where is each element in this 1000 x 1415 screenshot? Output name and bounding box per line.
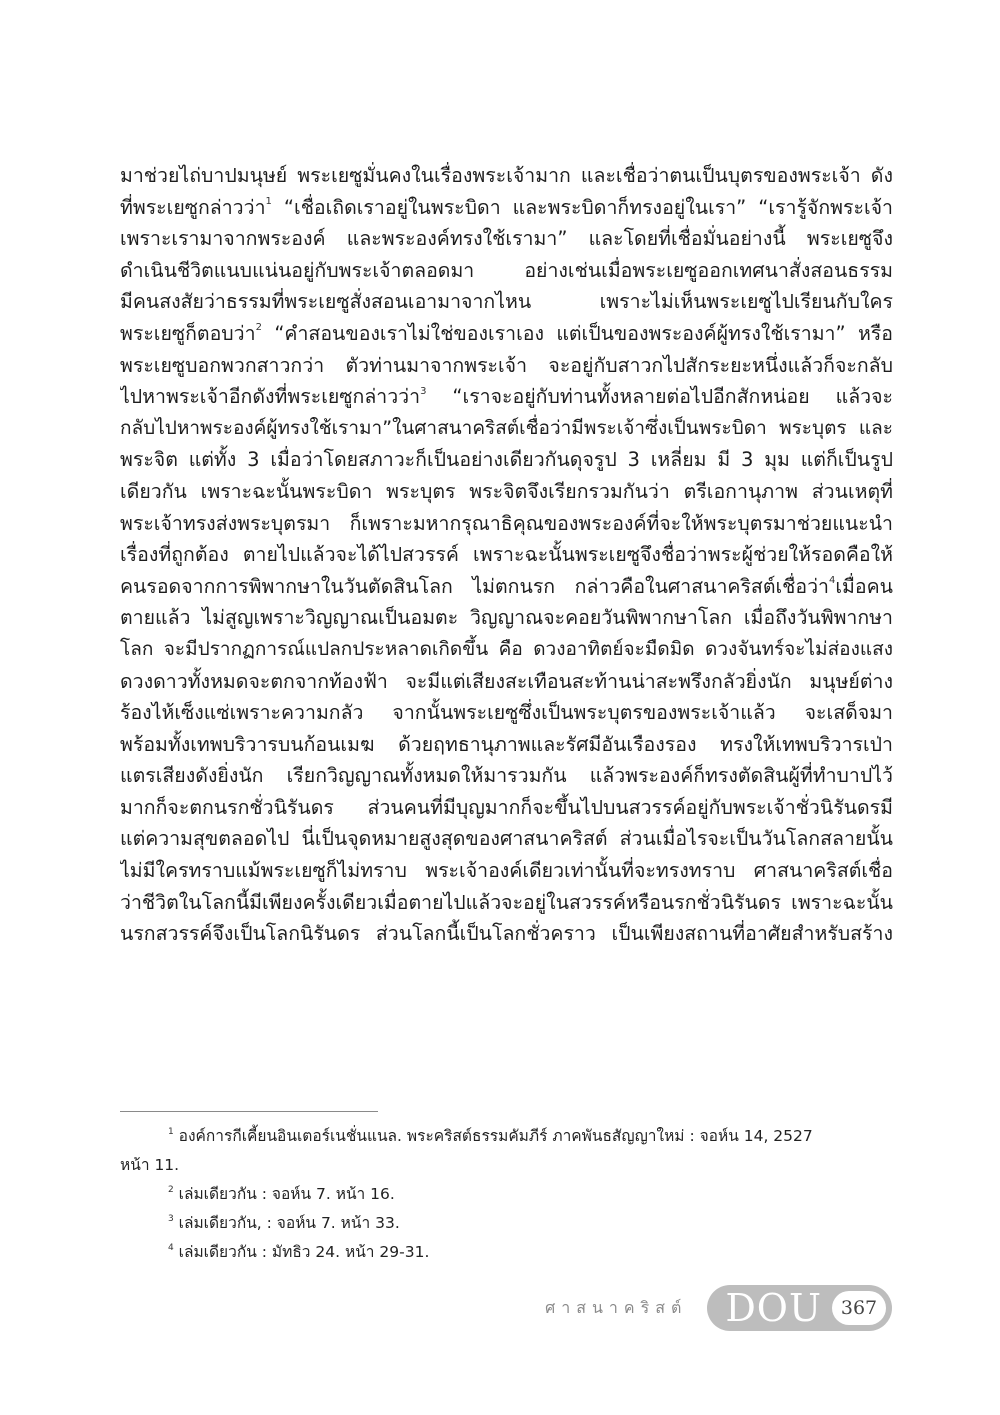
body-line bbox=[120, 318, 893, 350]
footnote-number: 3 bbox=[168, 1213, 174, 1224]
footnote bbox=[120, 1151, 893, 1180]
footnote-ref: 3 bbox=[420, 385, 427, 397]
footnote bbox=[120, 1209, 893, 1238]
body-line: เพราะเรามาจากพระองค์ และพระองค์ทรงใช้เรามา” และโดยที่เชื่อมั่นอย่างนี้ พระเยซูจึง bbox=[120, 227, 893, 251]
footnote-number: 1 bbox=[168, 1126, 174, 1137]
body-line: ดำเนินชีวิตแนบแน่นอยู่กับพระเจ้าตลอดมา อย่างเช่นเมื่อพระเยซูออกเทศนาสั่งสอนธรรม bbox=[120, 258, 893, 282]
footnote-number: 2 bbox=[168, 1184, 174, 1195]
footnote bbox=[120, 1238, 893, 1267]
body-line: เดียวกัน เพราะฉะนั้นพระบิดา พระบุตร พระจิตจึงเรียกรวมกันว่า ตรีเอกานุภาพ ส่วนเหตุที่ bbox=[120, 479, 893, 503]
body-line: มากก็จะตกนรกชั่วนิรันดร ส่วนคนที่มีบุญมากก็จะขึ้นไปบนสวรรค์อยู่กับพระเจ้าชั่วนิรันดรมี bbox=[120, 795, 893, 819]
footnote-ref: 2 bbox=[255, 322, 262, 334]
body-line: ดวงดาวทั้งหมดจะตกจากท้องฟ้า จะมีแต่เสียงสะเทือนสะท้านน่าสะพรึงกลัวยิ่งนัก มนุษย์ต่าง bbox=[120, 669, 893, 693]
footnote-ref: 4 bbox=[829, 575, 836, 587]
body-line-text: ที่พระเยซูกล่าวว่า bbox=[120, 195, 266, 219]
dou-logo: DOU bbox=[725, 1286, 822, 1330]
body-line: มาช่วยไถ่บาปมนุษย์ พระเยซูมั่นคงในเรื่องพระเจ้ามาก และเชื่อว่าตนเป็นบุตรของพระเจ้า ดัง bbox=[120, 164, 893, 187]
body-line: พระจิต แต่ทั้ง 3 เมื่อว่าโดยสภาวะก็เป็นอย่างเดียวกันดุจรูป 3 เหลี่ยม มี 3 มุม แต่ก็เป็นรูป bbox=[120, 448, 893, 472]
body-line bbox=[120, 571, 893, 603]
body-line: ไม่มีใครทราบแม้พระเยซูก็ไม่ทราบ พระเจ้าองค์เดียวเท่านั้นที่จะทรงทราบ ศาสนาคริสต์เชื่อ bbox=[120, 859, 893, 883]
footnote-text: องค์การกีเคี้ยนอินเตอร์เนชั่นแนล. พระคริสต์ธรรมคัมภีร์ ภาคพันธสัญญาใหม่ : จอห์น 14, 2527 bbox=[173, 1127, 813, 1145]
footnote-text: เล่มเดียวกัน : มัทธิว 24. หน้า 29-31. bbox=[173, 1243, 430, 1261]
body-line: พร้อมทั้งเทพบริวารบนก้อนเมฆ ด้วยฤทธานุภาพและรัศมีอันเรืองรอง ทรงให้เทพบริวารเป่า bbox=[120, 732, 893, 756]
body-line-text: พระเยซูก็ตอบว่า bbox=[120, 321, 256, 345]
body-line-text: คนรอดจากการพิพากษาในวันตัดสินโลก ไม่ตกนรก กล่าวคือในศาสนาคริสต์เชื่อว่า bbox=[120, 574, 830, 598]
footnote-text: เล่มเดียวกัน, : จอห์น 7. หน้า 33. bbox=[173, 1214, 400, 1232]
footnotes bbox=[120, 1122, 893, 1267]
body-line: แต่ความสุขตลอดไป นี่เป็นจุดหมายสูงสุดของศาสนาคริสต์ ส่วนเมื่อไรจะเป็นวันโลกสลายนั้น bbox=[120, 827, 893, 851]
body-line: แตรเสียงดังยิ่งนัก เรียกวิญญาณทั้งหมดให้มารวมกัน แล้วพระองค์ก็ทรงตัดสินผู้ที่ทำบาปไว้ bbox=[120, 764, 893, 788]
body-line bbox=[120, 381, 893, 413]
body-line: พระเจ้าทรงส่งพระบุตรมา ก็เพราะมหากรุณาธิคุณของพระองค์ที่จะให้พระบุตรมาช่วยแนะนำ bbox=[120, 511, 893, 535]
body-line-text: “เราจะอยู่กับท่านทั้งหลายต่อไปอีกสักหน่อย แล้วจะ bbox=[426, 385, 893, 409]
body-line-text: ไปหาพระเจ้าอีกดังที่พระเยซูกล่าวว่า bbox=[120, 385, 421, 409]
footnote bbox=[120, 1180, 893, 1209]
running-title: ศาสนาคริสต์ bbox=[545, 1297, 688, 1317]
body-line: กลับไปหาพระองค์ผู้ทรงใช้เรามา”ในศาสนาคริสต์เชื่อว่ามีพระเจ้าซึ่งเป็นพระบิดา พระบุตร และ bbox=[120, 416, 893, 439]
page-footer bbox=[545, 1284, 892, 1332]
body-line-text: “คำสอนของเราไม่ใช่ของเราเอง แต่เป็นของพระองค์ผู้ทรงใช้เรามา” หรือ bbox=[261, 321, 893, 345]
footnote-divider bbox=[120, 1111, 378, 1112]
body-line: มีคนสงสัยว่าธรรมที่พระเยซูสั่งสอนเอามาจากไหน เพราะไม่เห็นพระเยซูไปเรียนกับใคร bbox=[120, 290, 893, 314]
footnote-ref: 1 bbox=[265, 196, 272, 208]
footnote-text: เล่มเดียวกัน : จอห์น 7. หน้า 16. bbox=[173, 1185, 395, 1203]
footnote bbox=[120, 1122, 893, 1151]
footnote-number: 4 bbox=[168, 1242, 174, 1253]
page-number: 367 bbox=[832, 1291, 886, 1325]
body-line: โลก จะมีปรากฏการณ์แปลกประหลาดเกิดขึ้น คือ ดวงอาทิตย์จะมืดมิด ดวงจันทร์จะไม่ส่องแสง bbox=[120, 637, 893, 660]
dou-page-badge bbox=[707, 1285, 892, 1331]
body-line bbox=[120, 192, 893, 224]
body-line: ตายแล้ว ไม่สูญเพราะวิญญาณเป็นอมตะ วิญญาณจะคอยวันพิพากษาโลก เมื่อถึงวันพิพากษา bbox=[120, 606, 893, 630]
body-line: ว่าชีวิตในโลกนี้มีเพียงครั้งเดียวเมื่อตายไปแล้วจะอยู่ในสวรรค์หรือนรกชั่วนิรันดร เพราะฉะนั้น bbox=[120, 890, 893, 914]
body-text bbox=[120, 160, 893, 950]
body-line-text: เมื่อคน bbox=[835, 574, 893, 598]
body-line: เรื่องที่ถูกต้อง ตายไปแล้วจะได้ไปสวรรค์ เพราะฉะนั้นพระเยซูจึงชื่อว่าพระผู้ช่วยให้รอดคือให้ bbox=[120, 543, 893, 567]
footnote-text: หน้า 11. bbox=[120, 1156, 180, 1174]
body-line-text: “เชื่อเถิดเราอยู่ในพระบิดา และพระบิดาก็ทรงอยู่ในเรา” “เรารู้จักพระเจ้า bbox=[271, 195, 893, 219]
body-line: นรกสวรรค์จึงเป็นโลกนิรันดร ส่วนโลกนี้เป็นโลกชั่วคราว เป็นเพียงสถานที่อาศัยสำหรับสร้าง bbox=[120, 922, 893, 946]
body-line: พระเยซูบอกพวกสาวกว่า ตัวท่านมาจากพระเจ้า จะอยู่กับสาวกไปสักระยะหนึ่งแล้วก็จะกลับ bbox=[120, 353, 893, 377]
body-line: ร้องไห้เซ็งแซ่เพราะความกลัว จากนั้นพระเยซูซึ่งเป็นพระบุตรของพระเจ้าแล้ว จะเสด็จมา bbox=[120, 701, 893, 725]
